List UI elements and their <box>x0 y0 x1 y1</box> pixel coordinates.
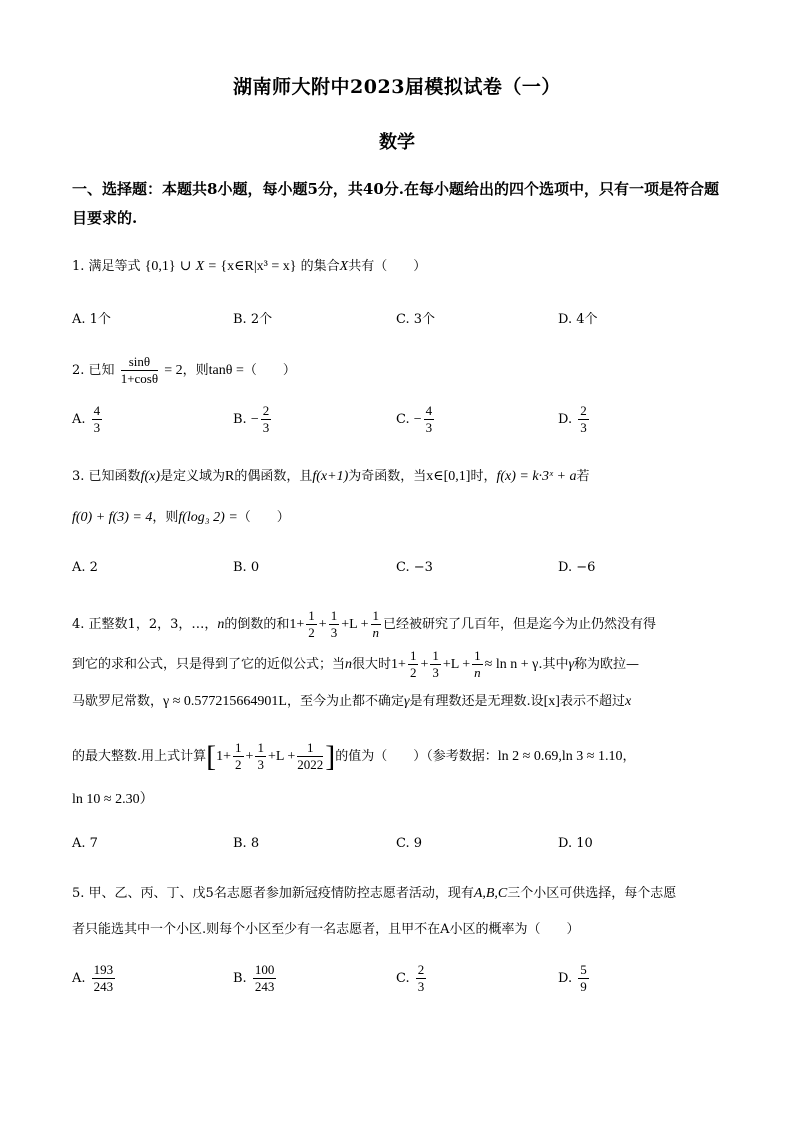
question-text: 的值为（ ）（参考数据： <box>335 749 498 764</box>
question-text: ，则 <box>152 510 179 525</box>
section-intro: 一、选择题：本题共8小题，每小题5分，共40分.在每小题给出的四个选项中，只有一项是符合题目要求的. <box>72 180 719 227</box>
exam-title: 湖南师大附中2023届模拟试卷（一） <box>233 76 561 98</box>
math-operator: = <box>208 259 217 274</box>
question-text: 已经被研究了几百年，但是迄今为止仍然没有得 <box>383 617 657 632</box>
question-4-line-3 <box>72 692 631 712</box>
math-fraction <box>430 648 441 681</box>
math-expression: f(log₃ 2) = <box>178 510 238 525</box>
fraction-denominator: 3 <box>257 757 264 772</box>
fraction-denominator: 1+cosθ <box>120 371 159 386</box>
q3-option-b[interactable]: B. 0 <box>233 560 260 575</box>
question-text: 的偶函数，且 <box>234 469 313 484</box>
fraction-numerator: 1 <box>474 648 481 663</box>
option-label: A. <box>72 971 86 986</box>
math-expression: f(x) <box>140 469 160 484</box>
math-symbol: R <box>225 469 235 484</box>
question-text: （ ） <box>237 510 290 525</box>
math-expression: +L + <box>341 617 369 632</box>
question-text: 很大时 <box>352 657 392 672</box>
question-1 <box>72 257 426 277</box>
math-variable: n <box>345 657 353 672</box>
fraction-denominator: 3 <box>417 979 425 994</box>
math-sign: − <box>250 412 259 427</box>
fraction-denominator: 3 <box>93 420 101 435</box>
q2-option-a[interactable] <box>72 403 104 436</box>
fraction-numerator: 2 <box>417 962 425 977</box>
q1-option-b[interactable]: B. 2个 <box>233 312 273 327</box>
question-number: 1. <box>72 259 85 274</box>
math-expression: A,B,C <box>473 886 508 901</box>
math-fraction <box>253 962 277 995</box>
fraction-denominator: n <box>474 665 481 680</box>
fraction-numerator: 1 <box>330 608 338 623</box>
math-fraction <box>578 962 589 995</box>
q1-option-d[interactable]: D. 4个 <box>558 312 598 327</box>
math-expression: +L + <box>267 749 296 764</box>
math-fraction <box>371 608 382 641</box>
fraction-denominator: 3 <box>330 625 338 640</box>
math-variable: X <box>339 259 349 274</box>
question-text: 是有理数还是无理数.设 <box>409 694 544 709</box>
fraction-numerator: 2 <box>580 403 587 418</box>
math-expression: f(x) = k·3ˣ + a <box>496 469 577 484</box>
option-label: D. <box>558 412 573 427</box>
question-text: 称为欧拉— <box>574 657 640 672</box>
fraction-denominator: 3 <box>432 665 439 680</box>
math-fraction <box>92 403 103 436</box>
fraction-numerator: 1 <box>297 740 323 757</box>
question-3-line-2 <box>72 508 290 528</box>
q1-option-c[interactable]: C. 3个 <box>396 312 436 327</box>
math-expression: [x] <box>543 694 560 709</box>
question-number: 4. <box>72 617 85 632</box>
math-fraction <box>233 740 244 773</box>
fraction-numerator: 2 <box>262 403 270 418</box>
q2-option-c[interactable] <box>396 403 436 436</box>
math-expression: γ ≈ 0.577215664901L <box>163 694 287 709</box>
fraction-numerator: 193 <box>93 962 114 977</box>
q5-option-b[interactable] <box>233 962 278 995</box>
math-set: {0,1} <box>144 259 176 274</box>
question-text: 已知函数 <box>88 469 141 484</box>
option-label: C. <box>396 412 410 427</box>
fraction-denominator: 2022 <box>297 757 324 772</box>
question-text: 马歇罗尼常数， <box>72 694 164 709</box>
math-expression: ≈ ln n + γ <box>484 657 539 672</box>
q5-option-d[interactable] <box>558 962 591 995</box>
question-text: 正整数1，2，3，…， <box>88 617 218 632</box>
math-set: {x∈R|x³ = x} <box>220 259 297 274</box>
fraction-numerator: 1 <box>235 740 242 755</box>
question-text: ，则 <box>182 363 209 378</box>
q4-option-a[interactable]: A. 7 <box>72 836 98 851</box>
question-text: 满足等式 <box>88 259 141 274</box>
question-text: 共有（ ） <box>348 259 427 274</box>
q3-option-d[interactable]: D. −6 <box>558 560 596 575</box>
question-4-line-5 <box>72 790 154 810</box>
question-text: 的最大整数.用上式计算 <box>72 749 207 764</box>
math-expression: = 2 <box>164 363 183 378</box>
question-text: ，至今为止都不确定 <box>286 694 404 709</box>
question-4-line-1 <box>72 608 656 641</box>
fraction-denominator: 3 <box>580 420 587 435</box>
fraction-denominator: 2 <box>308 625 315 640</box>
math-fraction <box>578 403 589 436</box>
fraction-numerator: 4 <box>93 403 101 418</box>
q1-option-a[interactable]: A. 1个 <box>72 312 111 327</box>
fraction-numerator: 5 <box>580 962 587 977</box>
question-text: 时， <box>470 469 497 484</box>
math-fraction <box>306 608 317 641</box>
question-text: 三个小区可供选择，每个志愿 <box>507 886 677 901</box>
option-label: C. <box>396 971 410 986</box>
math-bracket: [ <box>206 739 217 773</box>
math-expression: 1+ <box>391 657 406 672</box>
question-number: 2. <box>72 363 85 378</box>
option-label: A. <box>72 412 86 427</box>
math-variable: n <box>217 617 225 632</box>
question-text: .其中 <box>538 657 569 672</box>
q5-option-c[interactable] <box>396 962 428 995</box>
math-sign: − <box>413 412 422 427</box>
math-variable: x <box>624 694 632 709</box>
math-operator: + <box>245 749 254 764</box>
math-variable: γ <box>568 657 574 672</box>
q2-option-d[interactable] <box>558 403 591 436</box>
q4-option-d[interactable]: D. 10 <box>558 836 593 851</box>
q4-option-c[interactable]: C. 9 <box>396 836 423 851</box>
q3-option-a[interactable]: A. 2 <box>72 560 98 575</box>
fraction-denominator: n <box>372 625 380 640</box>
math-expression: +L + <box>442 657 471 672</box>
question-text: （ ） <box>243 363 296 378</box>
question-text: 到它的求和公式，只是得到了它的近似公式；当 <box>72 657 346 672</box>
math-operator: + <box>420 657 429 672</box>
math-expression: 1+ <box>216 749 232 764</box>
question-3-line-1 <box>72 467 589 487</box>
question-text: 的倒数的和 <box>224 617 290 632</box>
fraction-numerator: 100 <box>254 962 275 977</box>
fraction-denominator: 9 <box>580 979 587 994</box>
math-expression: f(x+1) <box>312 469 349 484</box>
question-number: 3. <box>72 469 85 484</box>
question-4-line-2 <box>72 648 639 681</box>
math-fraction <box>472 648 483 681</box>
question-text: 是定义域为 <box>160 469 226 484</box>
question-5-line-2: 者只能选其中一个小区.则每个小区至少有一名志愿者，且甲不在A小区的概率为（ ） <box>72 922 580 937</box>
option-label: D. <box>558 971 573 986</box>
math-operator: ∪ <box>179 259 192 274</box>
math-fraction <box>424 403 435 436</box>
question-text: 表示不超过 <box>559 694 625 709</box>
math-variable: γ <box>403 694 410 709</box>
math-fraction <box>297 740 323 773</box>
math-fraction <box>261 403 272 436</box>
math-expression: 1+ <box>289 617 305 632</box>
fraction-denominator: 2 <box>235 757 242 772</box>
question-4-line-4 <box>72 740 635 773</box>
fraction-denominator: 243 <box>93 979 114 994</box>
math-bracket: ] <box>325 739 336 773</box>
math-fraction <box>92 962 116 995</box>
math-fraction <box>255 740 266 773</box>
math-expression: f(0) + f(3) = 4 <box>72 510 153 525</box>
fraction-numerator: 1 <box>308 608 315 623</box>
q2-option-b[interactable] <box>233 403 273 436</box>
math-fraction <box>416 962 427 995</box>
option-label: B. <box>233 412 247 427</box>
fraction-numerator: 1 <box>409 648 417 663</box>
question-text: ， <box>622 749 636 764</box>
fraction-denominator: 3 <box>425 420 433 435</box>
question-number: 5. <box>72 886 85 901</box>
question-text: 已知 <box>88 363 115 378</box>
fraction-numerator: 1 <box>257 740 264 755</box>
fraction-denominator: 243 <box>254 979 275 994</box>
q4-option-b[interactable]: B. 8 <box>233 836 260 851</box>
question-5-line-1 <box>72 884 676 904</box>
math-expression: ln 2 ≈ 0.69,ln 3 ≈ 1.10 <box>497 749 623 764</box>
fraction-denominator: 3 <box>262 420 270 435</box>
math-expression: tanθ = <box>208 363 244 378</box>
option-label: B. <box>233 971 247 986</box>
math-operator: + <box>318 617 327 632</box>
math-fraction <box>329 608 340 641</box>
q3-option-c[interactable]: C. −3 <box>396 560 433 575</box>
fraction-numerator: 1 <box>372 608 380 623</box>
math-variable: X <box>195 259 205 274</box>
exam-subject: 数学 <box>379 132 415 153</box>
math-fraction <box>408 648 419 681</box>
math-fraction <box>121 354 158 387</box>
fraction-numerator: sinθ <box>121 354 158 371</box>
fraction-numerator: 4 <box>425 403 433 418</box>
q5-option-a[interactable] <box>72 962 117 995</box>
question-text: 甲、乙、丙、丁、戊5名志愿者参加新冠疫情防控志愿者活动，现有 <box>88 886 474 901</box>
question-text: 的集合 <box>300 259 340 274</box>
math-expression: ln 10 ≈ 2.30） <box>72 792 154 807</box>
fraction-numerator: 1 <box>432 648 439 663</box>
question-2 <box>72 354 296 387</box>
math-expression: x∈[0,1] <box>426 469 471 484</box>
question-text: 若 <box>576 469 590 484</box>
question-text: 为奇函数，当 <box>348 469 427 484</box>
fraction-denominator: 2 <box>409 665 417 680</box>
